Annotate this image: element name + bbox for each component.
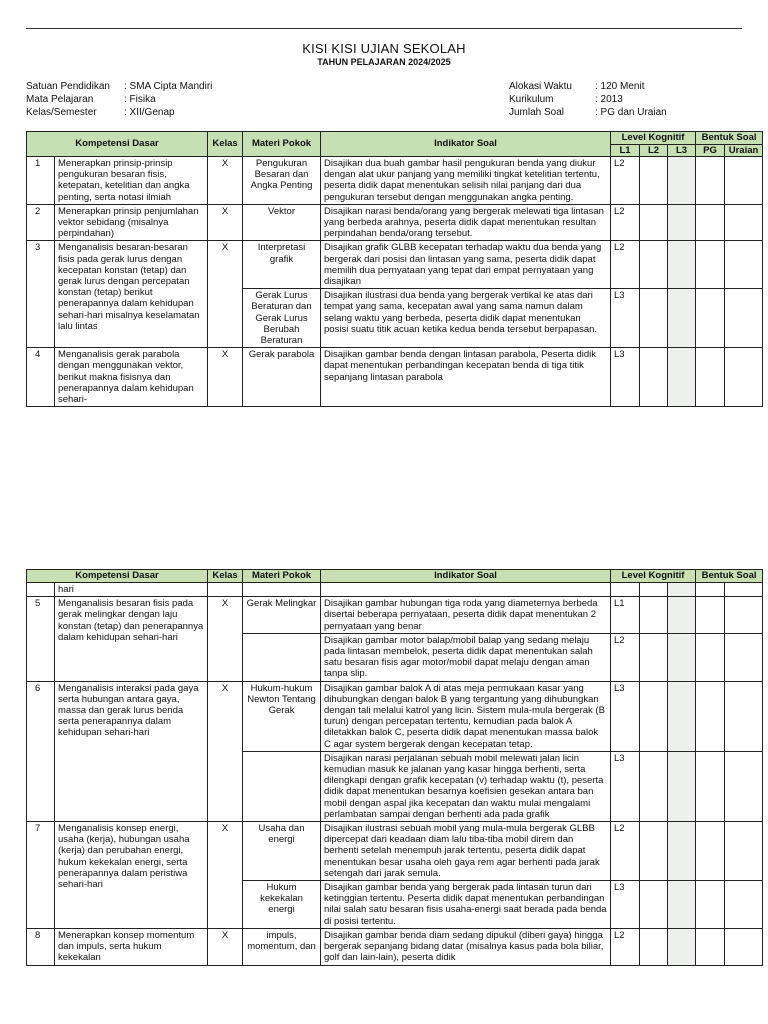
cell-level-l3	[668, 751, 696, 821]
cell-kompetensi: Menganalisis besaran fisis pada gerak melingkar dengan laju konstan (tetap) dan penerapannya dalam kehidupan sehari-hari	[55, 597, 208, 681]
cell-level-l1: L2	[611, 822, 640, 881]
header-kelas: Kelas	[208, 132, 243, 157]
cell-indikator: Disajikan ilustrasi dua benda yang bergerak vertikal ke atas dari tempat yang sama, kecepatan awal yang sama namun dalam selang waktu yang berbeda, peserta didik dapat menentukan posisi suatu titik acuan ketika kedua benda tersebut berpapasan.	[321, 289, 611, 348]
cell-kompetensi: Menerapkan konsep momentum dan impuls, serta hukum kekekalan	[55, 928, 208, 965]
header-pg: PG	[696, 145, 725, 157]
cell-kompetensi: Menerapkan prinsip-prinsip pengukuran besaran fisis, ketepatan, ketelitian dan angka penting, serta notasi ilmiah	[55, 157, 208, 205]
cell-level-l2	[640, 822, 668, 881]
cell-uraian	[725, 241, 763, 289]
header-bentuk: Bentuk Soal	[696, 132, 763, 145]
info-label: Satuan Pendidikan	[26, 81, 110, 92]
cell-pg	[696, 881, 725, 929]
cell-materi	[243, 583, 321, 597]
header-materi: Materi Pokok	[243, 570, 321, 583]
table-row	[27, 822, 763, 881]
cell-level-l1: L3	[611, 751, 640, 821]
cell-uraian	[725, 822, 763, 881]
cell-kelas: X	[208, 157, 243, 205]
info-value: : PG dan Uraian	[595, 107, 667, 118]
cell-indikator: Disajikan gambar benda dengan lintasan parabola, Peserta didik dapat menentukan perbandingan kecepatan benda di tiga titik sepanjang lintasan parabola	[321, 348, 611, 407]
cell-level-l1: L3	[611, 881, 640, 929]
cell-materi	[243, 751, 321, 821]
cell-kompetensi: Menganalisis konsep energi, usaha (kerja), hubungan usaha (kerja) dan perubahan energi, hukum kekekalan energi, serta penerapannya dalam peristiwa sehari-hari	[55, 822, 208, 929]
cell-no: 5	[27, 597, 55, 681]
cell-level-l2	[640, 348, 668, 407]
cell-level-l2	[640, 928, 668, 965]
header-level: Level Kognitif	[611, 132, 696, 145]
cell-uraian	[725, 348, 763, 407]
header-kompetensi: Kompetensi Dasar	[27, 570, 208, 583]
cell-pg	[696, 204, 725, 241]
info-row	[26, 106, 212, 119]
cell-l3	[668, 583, 696, 597]
cell-materi	[243, 633, 321, 681]
info-row	[26, 93, 212, 106]
cell-materi: Hukum-hukum Newton Tentang Gerak	[243, 681, 321, 751]
cell-indikator: Disajikan gambar benda yang bergerak pada lintasan turun dari ketinggian tertentu. Peserta didik dapat menentukan perbandingan nilai salah satu besaran fisis usaha-energi saat berada pada benda di posisi tertentu.	[321, 881, 611, 929]
info-row	[509, 93, 667, 106]
cell-uraian	[725, 633, 763, 681]
cell-uraian	[725, 681, 763, 751]
cell-no: 3	[27, 241, 55, 348]
table-row	[27, 597, 763, 634]
info-label: Alokasi Waktu	[509, 81, 572, 92]
header-bentuk: Bentuk Soal	[696, 570, 763, 583]
cell-level-l2	[640, 289, 668, 348]
cell-level-l2	[640, 204, 668, 241]
cell-level-l1: L3	[611, 289, 640, 348]
cell-indikator: Disajikan gambar motor balap/mobil balap yang sedang melaju pada lintasan membelok, peserta didik dapat menentukan salah satu besaran fisis agar motor/mobil dapat melaju dengan aman tanpa slip.	[321, 633, 611, 681]
cell-no: 8	[27, 928, 55, 965]
cell-uraian	[725, 751, 763, 821]
cell-materi: Usaha dan energi	[243, 822, 321, 881]
cell-uraian	[725, 881, 763, 929]
info-label: Kurikulum	[509, 94, 554, 105]
cell-kelas: X	[208, 241, 243, 348]
cell-uraian	[725, 928, 763, 965]
table-row	[27, 204, 763, 241]
cell-level-l3	[668, 681, 696, 751]
cell-materi: impuls, momentum, dan	[243, 928, 321, 965]
table-row	[27, 928, 763, 965]
info-value: : Fisika	[124, 94, 156, 105]
header-materi: Materi Pokok	[243, 132, 321, 157]
info-value: : XII/Genap	[124, 107, 175, 118]
cell-level-l3	[668, 157, 696, 205]
info-row	[26, 80, 212, 93]
cell-level-l1: L2	[611, 157, 640, 205]
cell-level-l1: L3	[611, 681, 640, 751]
cell-level-l2	[640, 157, 668, 205]
cell-kompetensi: Menganalisis besaran-besaran fisis pada gerak lurus dengan kecepatan konstan (tetap) dan gerak lurus dengan percepatan konstan (tetap) berikut penerapannya dalam kehidupan sehari-hari misalnya keselamatan lalu lintas	[55, 241, 208, 348]
cell-level-l3	[668, 928, 696, 965]
cell-level-l3	[668, 633, 696, 681]
cell-uraian	[725, 583, 763, 597]
header-l1: L1	[611, 145, 640, 157]
cell-level-l2	[640, 241, 668, 289]
cell-materi: Gerak Melingkar	[243, 597, 321, 634]
cell-indikator: Disajikan grafik GLBB kecepatan terhadap waktu dua benda yang bergerak dari posisi dan lintasan yang sama, peserta didik dapat memilih dua pernyataan yang tepat dari empat pernyataan yang disajikan	[321, 241, 611, 289]
cell-level-l3	[668, 597, 696, 634]
cell-no: 2	[27, 204, 55, 241]
cell-kelas: X	[208, 681, 243, 821]
page-subtitle: TAHUN PELAJARAN 2024/2025	[317, 57, 451, 67]
header-indikator: Indikator Soal	[321, 570, 611, 583]
cell-level-l2	[640, 751, 668, 821]
cell-level-l2	[640, 681, 668, 751]
cell-level-l3	[668, 241, 696, 289]
cell-no: 7	[27, 822, 55, 929]
cell-indikator: Disajikan narasi benda/orang yang bergerak melewati tiga lintasan yang berbeda arahnya, peserta didik dapat menentukan resultan perpindahan benda/orang tersebut.	[321, 204, 611, 241]
cell-kompetensi: Menganalisis interaksi pada gaya serta hubungan antara gaya, massa dan gerak lurus benda serta penerapannya dalam kehidupan sehari-hari	[55, 681, 208, 821]
cell-materi: Hukum kekekalan energi	[243, 881, 321, 929]
table-row	[27, 681, 763, 751]
cell-pg	[696, 597, 725, 634]
cell-materi: Gerak Lurus Beraturan dan Gerak Lurus Berubah Beraturan	[243, 289, 321, 348]
cell-indikator: Disajikan ilustrasi sebuah mobil yang mula-mula bergerak GLBB dipercepat dari keadaan diam lalu tiba-tiba mobil direm dan berhenti setelah menempuh jarak tertentu, peserta didik dapat menentukan besar usaha oleh gaya rem agar berhenti pada jarak setengah dari jarak semula.	[321, 822, 611, 881]
cell-indikator: Disajikan dua buah gambar hasil pengukuran benda yang diukur dengan alat ukur panjang yang memiliki tingkat ketelitian tertentu, peserta didik dapat menentukan selisih nilai panjang dari dua pengukuran tersebut dengan menggunakan angka penting.	[321, 157, 611, 205]
cell-kelas: X	[208, 822, 243, 929]
table-row	[27, 157, 763, 205]
header-l3: L3	[668, 145, 696, 157]
continuation-row	[27, 583, 763, 597]
cell-materi: Pengukuran Besaran dan Angka Penting	[243, 157, 321, 205]
cell-materi: Vektor	[243, 204, 321, 241]
info-value: : 2013	[595, 94, 623, 105]
cell-pg	[696, 241, 725, 289]
info-label: Kelas/Semester	[26, 107, 97, 118]
cell-l2	[640, 583, 668, 597]
cell-kompetensi: Menerapkan prinsip penjumlahan vektor sebidang (misalnya perpindahan)	[55, 204, 208, 241]
info-row	[509, 106, 667, 119]
cell-l1	[611, 583, 640, 597]
cell-level-l2	[640, 597, 668, 634]
info-right	[509, 80, 667, 119]
cell-indikator: Disajikan narasi perjalanan sebuah mobil melewati jalan licin kemudian masuk ke jalanan yang kasar hingga berhenti, serta dilengkapi dengan grafik kecepatan (v) terhadap waktu (t), peserta didik dapat menentukan besarnya koefisien gesekan antara ban mobil dengan aspal jika kecepatan dan waktu mulai mengalami perlambatan sampai dengan berhenti ada pada grafik	[321, 751, 611, 821]
cell-level-l1: L3	[611, 348, 640, 407]
header-level: Level Kognitif	[611, 570, 696, 583]
info-label: Mata Pelajaran	[26, 94, 94, 105]
cell-no: 6	[27, 681, 55, 821]
header-uraian: Uraian	[725, 145, 763, 157]
cell-kelas: X	[208, 348, 243, 407]
cell-level-l2	[640, 633, 668, 681]
cell-indikator	[321, 583, 611, 597]
cell-pg	[696, 289, 725, 348]
cell-no	[27, 583, 55, 597]
cell-indikator: Disajikan gambar benda diam sedang dipukul (diberi gaya) hingga bergerak sepanjang bidang datar (misalnya kasus pada bola biliar, golf dan lain-lain), peserta didik	[321, 928, 611, 965]
cell-pg	[696, 751, 725, 821]
cell-level-l3	[668, 348, 696, 407]
kisi-table-page2	[26, 569, 763, 966]
cell-pg	[696, 633, 725, 681]
cell-level-l1: L2	[611, 928, 640, 965]
info-row	[509, 80, 667, 93]
cell-pg	[696, 157, 725, 205]
cell-level-l1: L2	[611, 633, 640, 681]
header-kelas: Kelas	[208, 570, 243, 583]
header-indikator: Indikator Soal	[321, 132, 611, 157]
cell-kd-continued: hari	[55, 583, 208, 597]
cell-pg	[696, 822, 725, 881]
cell-materi: Interpretasi grafik	[243, 241, 321, 289]
cell-level-l3	[668, 289, 696, 348]
info-left	[26, 80, 212, 119]
cell-no: 4	[27, 348, 55, 407]
cell-kelas: X	[208, 204, 243, 241]
cell-level-l1: L2	[611, 204, 640, 241]
info-label: Jumlah Soal	[509, 107, 565, 118]
top-rule	[26, 28, 742, 29]
info-value: : SMA Cipta Mandiri	[124, 81, 213, 92]
cell-pg	[696, 583, 725, 597]
table-row	[27, 348, 763, 407]
cell-level-l1: L2	[611, 241, 640, 289]
cell-level-l3	[668, 204, 696, 241]
cell-level-l3	[668, 881, 696, 929]
info-value: : 120 Menit	[595, 81, 645, 92]
cell-kelas	[208, 583, 243, 597]
cell-uraian	[725, 289, 763, 348]
cell-level-l1: L1	[611, 597, 640, 634]
cell-kompetensi: Menganalisis gerak parabola dengan menggunakan vektor, berikut makna fisisnya dan penerapannya dalam kehidupan sehari-	[55, 348, 208, 407]
cell-kelas: X	[208, 928, 243, 965]
cell-indikator: Disajikan gambar balok A di atas meja permukaan kasar yang dihubungkan dengan balok B yang tergantung yang dihubungkan dengan tali melalui katrol yang licin. Sistem mula-mula bergerak (B turun) dengan percepatan tertentu, kemudian pada balok A diletakkan balok C, peserta didik dapat menentukan massa balok C agar system bergerak dengan kecepatan tetap.	[321, 681, 611, 751]
cell-materi: Gerak parabola	[243, 348, 321, 407]
cell-level-l3	[668, 822, 696, 881]
cell-pg	[696, 681, 725, 751]
page-title: KISI KISI UJIAN SEKOLAH	[302, 41, 466, 56]
cell-indikator: Disajikan gambar hubungan tiga roda yang diameternya berbeda disertai beberapa pernyataan, peserta didik dapat menentukan 2 pernyataan yang benar	[321, 597, 611, 634]
kisi-table-page1	[26, 131, 763, 407]
header-kompetensi: Kompetensi Dasar	[27, 132, 208, 157]
cell-kelas: X	[208, 597, 243, 681]
cell-uraian	[725, 597, 763, 634]
cell-no: 1	[27, 157, 55, 205]
cell-uraian	[725, 204, 763, 241]
header-l2: L2	[640, 145, 668, 157]
cell-pg	[696, 928, 725, 965]
cell-uraian	[725, 157, 763, 205]
table-row	[27, 241, 763, 289]
cell-level-l2	[640, 881, 668, 929]
cell-pg	[696, 348, 725, 407]
